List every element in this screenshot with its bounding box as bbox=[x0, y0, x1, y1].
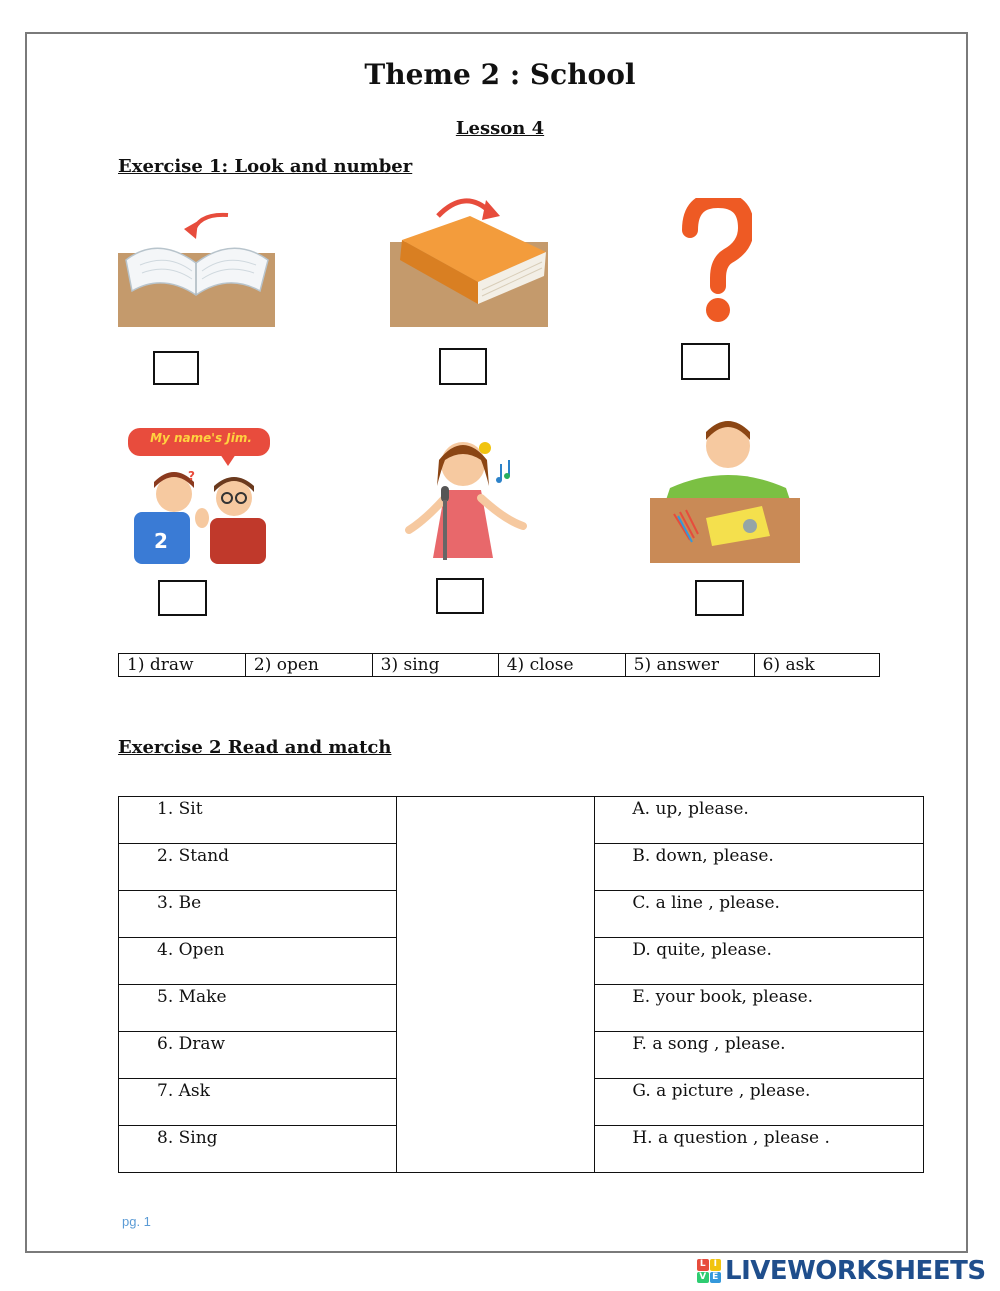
match-left-text: 1. Sit bbox=[157, 799, 203, 819]
match-left-text: 6. Draw bbox=[157, 1034, 226, 1054]
match-left-cell[interactable] bbox=[119, 938, 397, 985]
svg-text:?: ? bbox=[188, 469, 195, 483]
answer-box-6[interactable] bbox=[695, 580, 744, 616]
asking-kids-picture bbox=[124, 422, 274, 564]
match-right-text: G. a picture , please. bbox=[632, 1081, 811, 1101]
answer-box-5[interactable] bbox=[436, 578, 484, 614]
exercise2-heading: Exercise 2 Read and match bbox=[118, 737, 392, 758]
page-number: pg. 1 bbox=[122, 1214, 151, 1229]
match-left-text: 8. Sing bbox=[157, 1128, 218, 1148]
match-right-text: E. your book, please. bbox=[632, 987, 814, 1007]
logo-letter: I bbox=[710, 1259, 722, 1271]
match-right-cell[interactable] bbox=[595, 1126, 924, 1173]
match-left-text: 2. Stand bbox=[157, 846, 230, 866]
open-book-picture bbox=[118, 205, 275, 327]
match-left-cell[interactable] bbox=[119, 1126, 397, 1173]
match-right-cell[interactable] bbox=[595, 985, 924, 1032]
logo-letter: E bbox=[710, 1272, 722, 1284]
match-drawing-area[interactable] bbox=[396, 797, 595, 1173]
answer-box-2[interactable] bbox=[439, 348, 487, 385]
match-right-text: A. up, please. bbox=[632, 799, 749, 819]
match-left-text: 4. Open bbox=[157, 940, 225, 960]
logo-text: LIVEWORKSHEETS bbox=[725, 1256, 986, 1286]
match-left-cell[interactable] bbox=[119, 797, 397, 844]
match-right-cell[interactable] bbox=[595, 1032, 924, 1079]
match-left-text: 3. Be bbox=[157, 893, 202, 913]
exercise1-heading: Exercise 1: Look and number bbox=[118, 156, 413, 177]
match-right-cell[interactable] bbox=[595, 891, 924, 938]
match-right-cell[interactable] bbox=[595, 797, 924, 844]
answer-box-1[interactable] bbox=[153, 351, 199, 385]
page-title: Theme 2 : School bbox=[364, 58, 636, 91]
match-right-cell[interactable] bbox=[595, 844, 924, 891]
match-left-cell[interactable] bbox=[119, 891, 397, 938]
answer-box-3[interactable] bbox=[681, 343, 730, 380]
closed-book-picture bbox=[390, 190, 548, 327]
logo-mark-icon bbox=[697, 1259, 721, 1283]
match-right-text: H. a question , please . bbox=[632, 1128, 830, 1148]
liveworksheets-logo[interactable] bbox=[697, 1256, 986, 1286]
word-bank-item: 4) close bbox=[498, 654, 625, 677]
word-bank-item: 3) sing bbox=[372, 654, 498, 677]
match-right-text: F. a song , please. bbox=[632, 1034, 786, 1054]
match-left-cell[interactable] bbox=[119, 985, 397, 1032]
word-bank-table bbox=[118, 653, 880, 677]
logo-letter: L bbox=[697, 1259, 709, 1271]
match-left-cell[interactable] bbox=[119, 1079, 397, 1126]
logo-letter: V bbox=[697, 1272, 709, 1284]
match-left-cell[interactable] bbox=[119, 1032, 397, 1079]
shirt-number: 2 bbox=[154, 529, 168, 553]
word-bank-item: 2) open bbox=[245, 654, 372, 677]
lesson-heading: Lesson 4 bbox=[455, 118, 545, 139]
singing-girl-picture bbox=[405, 430, 530, 562]
match-right-cell[interactable] bbox=[595, 1079, 924, 1126]
speech-bubble-text: My name's Jim. bbox=[150, 431, 252, 445]
match-left-cell[interactable] bbox=[119, 844, 397, 891]
match-left-text: 5. Make bbox=[157, 987, 227, 1007]
match-left-text: 7. Ask bbox=[157, 1081, 210, 1101]
match-right-cell[interactable] bbox=[595, 938, 924, 985]
match-right-text: C. a line , please. bbox=[632, 893, 780, 913]
word-bank-item: 5) answer bbox=[625, 654, 754, 677]
word-bank-item: 6) ask bbox=[754, 654, 879, 677]
match-right-text: D. quite, please. bbox=[632, 940, 772, 960]
word-bank-item: 1) draw bbox=[119, 654, 246, 677]
question-mark-picture bbox=[682, 198, 752, 326]
drawing-boy-picture bbox=[650, 418, 800, 563]
match-table bbox=[118, 796, 924, 1173]
match-right-text: B. down, please. bbox=[632, 846, 774, 866]
answer-box-4[interactable] bbox=[158, 580, 207, 616]
